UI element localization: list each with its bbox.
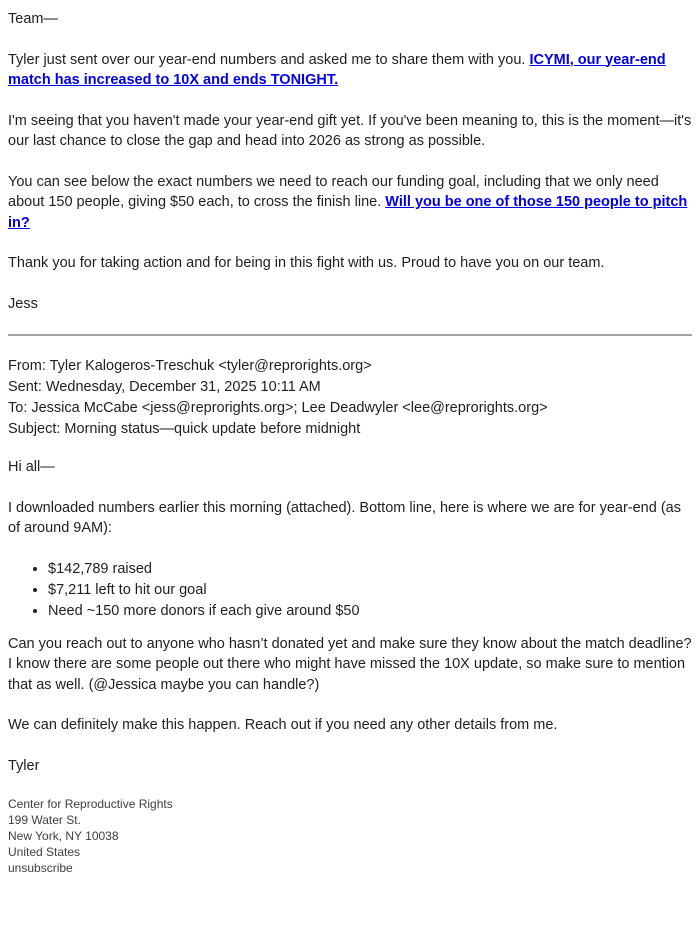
match-increase-link[interactable]: ICYMI, our year-end match has increased to 10X and ends TONIGHT. (8, 51, 666, 88)
paragraph-gift-reminder: I'm seeing that you haven't made your year-end gift yet. If you've been meaning to, this is the moment—it's our last chance to close the gap and head into 2026 as strong as possible. (8, 112, 692, 149)
stat-raised: • $142,789 raised (48, 559, 692, 580)
greeting-text: Team— (8, 11, 58, 27)
quoted-greeting: Hi all— (8, 459, 55, 475)
footer-org-name: Center for Reproductive Rights (8, 797, 173, 811)
footer-country: United States (8, 845, 81, 859)
paragraph-intro (8, 50, 692, 91)
quoted-signature: Tyler (8, 757, 40, 774)
email-footer (8, 796, 692, 876)
footer-address-city: New York, NY 10038 (8, 829, 119, 843)
quoted-header-subject: Subject: Morning status—quick update before midnight (8, 421, 361, 437)
quoted-header-from: From: Tyler Kalogeros-Treschuk <tyler@reprorights.org> (8, 358, 372, 374)
unsubscribe-link[interactable]: unsubscribe (8, 861, 73, 875)
paragraph-funding-goal-text: You can see below the exact numbers we need to reach our funding goal, including that we only need about 150 people, giving $50 each, to cross the finish line. (8, 173, 659, 210)
quoted-headers (8, 356, 692, 440)
quoted-paragraph-closing: We can definitely make this happen. Reach out if you need any other details from me. (8, 717, 558, 733)
quoted-header-to: To: Jessica McCabe <jess@reprorights.org>; Lee Deadwyler <lee@reprorights.org> (8, 400, 548, 416)
paragraph-funding-goal (8, 172, 692, 234)
stat-donors-needed: • Need ~150 more donors if each give around $50 (48, 601, 692, 622)
footer-address-street: 199 Water St. (8, 813, 81, 827)
pitch-in-link[interactable]: Will you be one of those 150 people to pitch in? (8, 194, 688, 231)
fundraising-stats-list (8, 559, 692, 622)
quoted-message-divider (8, 334, 692, 336)
paragraph-intro-text: Tyler just sent over our year-end numbers and asked me to share them with you. (8, 51, 530, 68)
quoted-paragraph-numbers: I downloaded numbers earlier this morning (attached). Bottom line, here is where we are for year-end (as of around 9AM): (8, 499, 681, 536)
sender-signature: Jess (8, 295, 38, 312)
paragraph-thanks: Thank you for taking action and for being in this fight with us. Proud to have you on our team. (8, 255, 605, 271)
stat-remaining: • $7,211 left to hit our goal (48, 580, 692, 601)
quoted-paragraph-ask: Can you reach out to anyone who hasn’t donated yet and make sure they know about the match deadline? I know there are some people out there who might have missed the 10X update, so make sure to mention that as well. (@Jessica maybe you can handle?) (8, 635, 692, 693)
quoted-header-sent: Sent: Wednesday, December 31, 2025 10:11 AM (8, 379, 321, 395)
